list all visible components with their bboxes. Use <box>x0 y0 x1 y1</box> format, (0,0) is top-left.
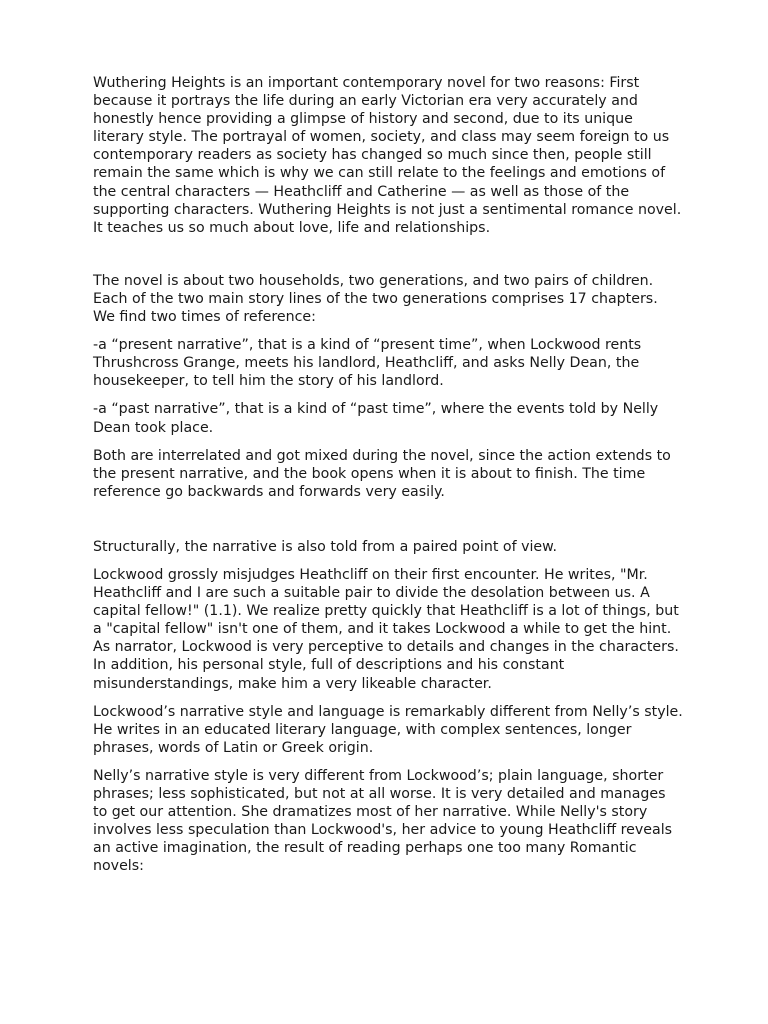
paragraph-interrelated: Both are interrelated and got mixed during the novel, since the action extends to the present narrative, and the book opens when it is about to finish. The time reference go backwards and forwards very easily. <box>93 447 671 500</box>
paragraph-intro: Wuthering Heights is an important contemporary novel for two reasons: First because it portrays the life during an early Victorian era very accurately and honestly hence providing a glimpse of history and second, due to its unique literary style. The portrayal of women, society, and class may seem foreign to us contemporary readers as society has changed so much since then, people still remain the same which is why we can still relate to the feelings and emotions of the central characters — Heathcliff and Catherine — as well as those of the supporting characters. Wuthering Heights is not just a sentimental romance novel. It teaches us so much about love, life and relationships. <box>93 75 682 236</box>
paragraph-households: The novel is about two households, two generations, and two pairs of children. Each of the two main story lines of the two generations comprises 17 chapters. We find two times of reference: <box>93 272 658 326</box>
paragraph-structurally: Structurally, the narrative is also told from a paired point of view. <box>93 538 557 555</box>
paragraph-present-narrative: -a “present narrative”, that is a kind of “present time”, when Lockwood rents Thrushcross Grange, meets his landlord, Heathcliff, and asks Nelly Dean, the housekeeper, to tell him the story of his landlord. <box>93 337 642 390</box>
paragraph-lockwood-style: Lockwood’s narrative style and language is remarkably different from Nelly’s style. He writes in an educated literary language, with complex sentences, longer phrases, words of Latin or Greek origin. <box>93 703 683 756</box>
document-page <box>93 74 683 875</box>
paragraph-nelly-style: Nelly’s narrative style is very different from Lockwood’s; plain language, shorter phrases; less sophisticated, but not at all worse. It is very detailed and manages to get our attention. She dramatizes most of her narrative. While Nelly's story involves less speculation than Lockwood's, her advice to young Heathcliff reveals an active imagination, the result of reading perhaps one too many Romantic novels: <box>93 767 673 875</box>
paragraph-lockwood-misjudges: Lockwood grossly misjudges Heathcliff on their first encounter. He writes, "Mr. Heathcliff and I are such a suitable pair to divide the desolation between us. A capital fellow!" (1.1). We realize pretty quickly that Heathcliff is a lot of things, but a "capital fellow" isn't one of them, and it takes Lockwood a while to get the hint. As narrator, Lockwood is very perceptive to details and changes in the characters. In addition, his personal style, full of descriptions and his constant misunderstandings, make him a very likeable character. <box>93 566 679 692</box>
paragraph-past-narrative: -a “past narrative”, that is a kind of “past time”, where the events told by Nelly Dean took place. <box>93 401 659 436</box>
